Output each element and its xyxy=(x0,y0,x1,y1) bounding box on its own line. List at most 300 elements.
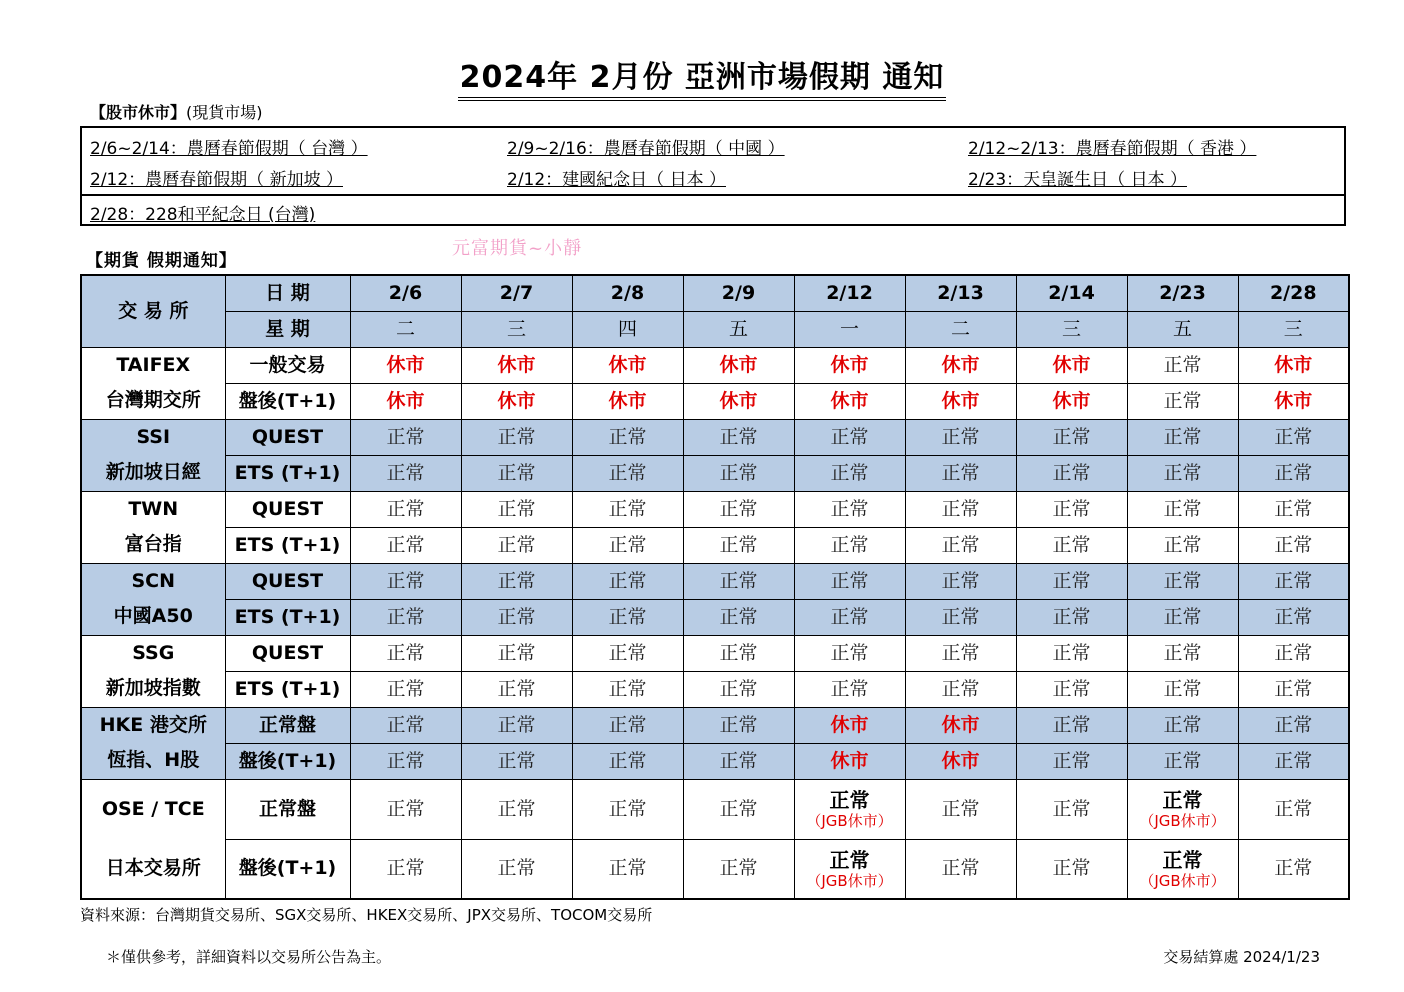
status-text: 正常 xyxy=(497,461,536,484)
status-cell xyxy=(1016,527,1127,563)
status-text: 休市 xyxy=(1052,389,1091,412)
status-text: 正常 xyxy=(608,857,647,880)
weekday-header: 四 xyxy=(572,311,683,347)
table-row xyxy=(81,347,1349,383)
weekday-header: 五 xyxy=(683,311,794,347)
status-cell xyxy=(1238,491,1349,527)
status-cell xyxy=(1016,455,1127,491)
status-text: 正常 xyxy=(1274,713,1313,736)
stock-holiday: 2/9~2/16：農曆春節假期（ 中國 ） xyxy=(507,139,785,159)
table-row xyxy=(81,491,1349,527)
status-cell xyxy=(572,839,683,899)
status-cell xyxy=(350,563,461,599)
status-cell xyxy=(683,419,794,455)
status-cell xyxy=(905,563,1016,599)
exchange-name: 富台指 xyxy=(81,527,225,563)
status-cell xyxy=(461,491,572,527)
status-text: 正常 xyxy=(941,641,980,664)
date-header: 2/28 xyxy=(1238,275,1349,311)
table-row xyxy=(81,707,1349,743)
date-header: 2/7 xyxy=(461,275,572,311)
stock-section-heading: 【股市休市】(現貨市場) xyxy=(90,103,263,122)
status-cell xyxy=(461,743,572,779)
status-text: 正常 xyxy=(386,605,425,628)
status-text: 正常 xyxy=(608,569,647,592)
status-cell xyxy=(350,635,461,671)
status-text: 正常 xyxy=(608,677,647,700)
status-cell xyxy=(1016,671,1127,707)
status-text: 休市 xyxy=(1274,353,1313,376)
status-cell xyxy=(794,599,905,635)
status-cell xyxy=(905,599,1016,635)
status-cell xyxy=(350,779,461,839)
stock-holiday: 2/6~2/14：農曆春節假期（ 台灣 ） xyxy=(90,139,368,159)
table-row xyxy=(81,419,1349,455)
weekday-header: 三 xyxy=(1238,311,1349,347)
status-cell xyxy=(572,599,683,635)
status-cell xyxy=(1127,383,1238,419)
status-cell xyxy=(350,455,461,491)
status-cell xyxy=(572,707,683,743)
status-cell xyxy=(572,779,683,839)
status-text: 休市 xyxy=(941,389,980,412)
status-cell xyxy=(1238,599,1349,635)
status-text: 休市 xyxy=(941,749,980,772)
status-note: （JGB休市） xyxy=(1139,871,1226,890)
status-text: 休市 xyxy=(1274,389,1313,412)
status-cell xyxy=(1016,599,1127,635)
status-text: 正常 xyxy=(497,749,536,772)
status-text: 正常 xyxy=(386,677,425,700)
status-text: 正常 xyxy=(1052,425,1091,448)
status-cell xyxy=(461,635,572,671)
status-text: 正常 xyxy=(608,461,647,484)
status-cell xyxy=(1016,383,1127,419)
status-cell xyxy=(683,347,794,383)
status-text: 正常 xyxy=(1274,797,1313,820)
status-text: 正常 xyxy=(608,713,647,736)
status-cell xyxy=(461,419,572,455)
date-header: 2/8 xyxy=(572,275,683,311)
watermark: 元富期貨~小靜 xyxy=(452,238,583,259)
status-text: 正常 xyxy=(608,497,647,520)
status-text: 正常 xyxy=(1052,461,1091,484)
status-text: 正常 xyxy=(1163,533,1202,556)
exchange-name: 新加坡指數 xyxy=(81,671,225,707)
status-cell xyxy=(572,455,683,491)
status-text: 正常 xyxy=(386,713,425,736)
status-cell xyxy=(1016,635,1127,671)
status-cell xyxy=(794,563,905,599)
status-text: 休市 xyxy=(830,389,869,412)
exchange-name: 恆指、H股 xyxy=(81,743,225,779)
status-text: 休市 xyxy=(497,389,536,412)
status-cell xyxy=(350,527,461,563)
status-cell xyxy=(905,671,1016,707)
status-cell xyxy=(1016,563,1127,599)
status-cell xyxy=(461,527,572,563)
status-text: 正常 xyxy=(941,497,980,520)
status-cell xyxy=(1238,839,1349,899)
status-text: 正常 xyxy=(941,461,980,484)
session-label: 盤後(T+1) xyxy=(225,383,350,419)
futures-section-heading: 【期貨 假期通知】 xyxy=(86,251,237,271)
status-text: 正常 xyxy=(386,641,425,664)
status-cell xyxy=(1127,599,1238,635)
status-text: 正常 xyxy=(497,569,536,592)
weekday-header: 三 xyxy=(461,311,572,347)
status-cell xyxy=(1127,671,1238,707)
status-text: 休市 xyxy=(830,749,869,772)
status-text: 正常 xyxy=(1052,605,1091,628)
status-cell xyxy=(1238,707,1349,743)
status-text: 休市 xyxy=(608,389,647,412)
department-date: 交易結算處 2024/1/23 xyxy=(1163,948,1320,966)
status-cell xyxy=(350,419,461,455)
status-text: 休市 xyxy=(497,353,536,376)
weekday-header: 二 xyxy=(350,311,461,347)
status-text: 正常 xyxy=(829,847,870,872)
page-title: 2024年 2月份 亞洲市場假期 通知 xyxy=(0,52,1404,96)
status-text: 正常 xyxy=(719,497,758,520)
status-text: 休市 xyxy=(830,713,869,736)
status-text: 休市 xyxy=(719,389,758,412)
status-text: 正常 xyxy=(1162,847,1203,872)
status-cell xyxy=(794,347,905,383)
status-cell xyxy=(572,491,683,527)
status-cell xyxy=(683,527,794,563)
status-text: 正常 xyxy=(719,641,758,664)
status-cell xyxy=(1127,527,1238,563)
status-cell xyxy=(1238,347,1349,383)
status-cell xyxy=(1016,779,1127,839)
status-text: 正常 xyxy=(1274,749,1313,772)
table-row xyxy=(81,563,1349,599)
session-label: QUEST xyxy=(225,491,350,527)
status-text: 正常 xyxy=(386,857,425,880)
status-cell xyxy=(905,707,1016,743)
exchange-name: HKE 港交所 xyxy=(81,707,225,743)
exchange-name: SSG xyxy=(81,635,225,671)
status-cell xyxy=(350,599,461,635)
status-cell xyxy=(905,347,1016,383)
status-text: 正常 xyxy=(1163,461,1202,484)
status-cell xyxy=(905,455,1016,491)
status-text: 正常 xyxy=(386,497,425,520)
status-cell xyxy=(683,743,794,779)
status-text: 正常 xyxy=(497,857,536,880)
status-text: 正常 xyxy=(608,605,647,628)
status-cell xyxy=(905,839,1016,899)
status-text: 正常 xyxy=(1163,605,1202,628)
status-text: 正常 xyxy=(1274,533,1313,556)
status-text: 休市 xyxy=(830,353,869,376)
status-cell xyxy=(572,743,683,779)
status-text: 正常 xyxy=(1163,425,1202,448)
status-text: 正常 xyxy=(1052,533,1091,556)
status-text: 正常 xyxy=(829,787,870,812)
status-text: 正常 xyxy=(941,797,980,820)
status-text: 正常 xyxy=(830,461,869,484)
status-text: 正常 xyxy=(941,425,980,448)
status-text: 正常 xyxy=(608,425,647,448)
status-text: 正常 xyxy=(830,425,869,448)
exchange-name: SSI xyxy=(81,419,225,455)
status-text: 正常 xyxy=(1162,787,1203,812)
session-label: QUEST xyxy=(225,419,350,455)
status-cell xyxy=(350,383,461,419)
status-cell xyxy=(350,743,461,779)
status-cell xyxy=(572,527,683,563)
status-cell xyxy=(572,383,683,419)
status-text: 正常 xyxy=(497,641,536,664)
status-text: 正常 xyxy=(497,425,536,448)
stock-holiday: 2/12~2/13：農曆春節假期（ 香港 ） xyxy=(968,139,1257,159)
status-cell xyxy=(350,491,461,527)
status-cell xyxy=(1127,839,1238,899)
status-text: 正常 xyxy=(1052,749,1091,772)
status-text: 正常 xyxy=(1163,497,1202,520)
status-cell xyxy=(683,599,794,635)
status-text: 正常 xyxy=(497,533,536,556)
status-text: 正常 xyxy=(1052,569,1091,592)
status-text: 正常 xyxy=(1274,677,1313,700)
status-note: （JGB休市） xyxy=(806,811,893,830)
stock-holidays-box xyxy=(80,126,1346,226)
status-cell xyxy=(794,635,905,671)
date-header: 2/9 xyxy=(683,275,794,311)
status-text: 正常 xyxy=(719,425,758,448)
status-text: 正常 xyxy=(497,497,536,520)
status-cell xyxy=(461,347,572,383)
futures-holiday-table xyxy=(80,274,1350,900)
status-text: 正常 xyxy=(608,749,647,772)
status-text: 正常 xyxy=(1163,713,1202,736)
status-text: 休市 xyxy=(386,389,425,412)
status-text: 正常 xyxy=(719,461,758,484)
status-cell xyxy=(1238,779,1349,839)
status-text: 正常 xyxy=(941,857,980,880)
status-cell xyxy=(461,383,572,419)
status-text: 正常 xyxy=(941,569,980,592)
status-text: 正常 xyxy=(386,569,425,592)
exchange-name: SCN xyxy=(81,563,225,599)
status-text: 休市 xyxy=(608,353,647,376)
status-text: 正常 xyxy=(1163,353,1202,376)
session-label: 盤後(T+1) xyxy=(225,743,350,779)
status-text: 正常 xyxy=(719,533,758,556)
table-row xyxy=(81,455,1349,491)
weekday-header: 二 xyxy=(905,311,1016,347)
status-cell xyxy=(1016,839,1127,899)
exchange-name: 台灣期交所 xyxy=(81,383,225,419)
status-cell xyxy=(572,671,683,707)
status-cell xyxy=(350,671,461,707)
status-text: 休市 xyxy=(719,353,758,376)
status-text: 正常 xyxy=(1163,677,1202,700)
status-text: 正常 xyxy=(1274,857,1313,880)
session-label: 一般交易 xyxy=(225,347,350,383)
status-cell xyxy=(1016,419,1127,455)
status-text: 休市 xyxy=(941,713,980,736)
status-cell xyxy=(905,743,1016,779)
status-cell xyxy=(1127,491,1238,527)
status-text: 休市 xyxy=(386,353,425,376)
status-text: 正常 xyxy=(719,713,758,736)
session-label: 正常盤 xyxy=(225,707,350,743)
status-text: 正常 xyxy=(497,713,536,736)
status-cell xyxy=(794,527,905,563)
status-text: 正常 xyxy=(719,569,758,592)
status-cell xyxy=(1127,743,1238,779)
status-cell xyxy=(1238,743,1349,779)
status-text: 正常 xyxy=(941,605,980,628)
status-cell xyxy=(683,671,794,707)
disclaimer: ＊僅供參考，詳細資料以交易所公告為主。 xyxy=(106,948,392,966)
status-cell xyxy=(1016,707,1127,743)
stock-holiday: 2/28：228和平紀念日 (台灣) xyxy=(90,205,316,225)
status-cell xyxy=(572,347,683,383)
table-row xyxy=(81,839,1349,899)
status-cell xyxy=(905,527,1016,563)
status-text: 正常 xyxy=(719,857,758,880)
status-text: 正常 xyxy=(719,797,758,820)
status-cell xyxy=(1016,491,1127,527)
status-text: 正常 xyxy=(1052,857,1091,880)
status-cell xyxy=(905,491,1016,527)
status-cell xyxy=(1127,347,1238,383)
table-row xyxy=(81,599,1349,635)
status-cell xyxy=(1127,563,1238,599)
status-text: 正常 xyxy=(497,797,536,820)
status-cell xyxy=(461,671,572,707)
status-cell xyxy=(683,383,794,419)
status-text: 正常 xyxy=(1163,749,1202,772)
weekday-label: 星 期 xyxy=(225,311,350,347)
session-label: QUEST xyxy=(225,563,350,599)
status-text: 正常 xyxy=(1274,605,1313,628)
session-label: 盤後(T+1) xyxy=(225,839,350,899)
date-header: 2/13 xyxy=(905,275,1016,311)
status-text: 正常 xyxy=(719,749,758,772)
exchange-name: 新加坡日經 xyxy=(81,455,225,491)
status-cell xyxy=(1238,455,1349,491)
status-cell xyxy=(1127,635,1238,671)
status-cell xyxy=(683,779,794,839)
status-cell xyxy=(794,743,905,779)
status-text: 正常 xyxy=(941,677,980,700)
table-row xyxy=(81,779,1349,839)
date-label: 日 期 xyxy=(225,275,350,311)
stock-holiday: 2/12：建國紀念日（ 日本 ） xyxy=(507,170,726,190)
status-text: 正常 xyxy=(608,641,647,664)
status-text: 正常 xyxy=(1052,677,1091,700)
status-text: 正常 xyxy=(1052,497,1091,520)
status-cell xyxy=(1238,419,1349,455)
status-text: 正常 xyxy=(1274,641,1313,664)
status-text: 正常 xyxy=(1274,569,1313,592)
date-header: 2/14 xyxy=(1016,275,1127,311)
session-label: 正常盤 xyxy=(225,779,350,839)
status-cell xyxy=(794,707,905,743)
status-cell xyxy=(683,455,794,491)
weekday-header: 三 xyxy=(1016,311,1127,347)
status-text: 正常 xyxy=(1163,569,1202,592)
exchange-name: TAIFEX xyxy=(81,347,225,383)
status-text: 正常 xyxy=(1052,797,1091,820)
status-text: 正常 xyxy=(386,425,425,448)
status-text: 正常 xyxy=(1274,497,1313,520)
date-header: 2/23 xyxy=(1127,275,1238,311)
status-cell xyxy=(1127,419,1238,455)
session-label: QUEST xyxy=(225,635,350,671)
status-cell xyxy=(1238,383,1349,419)
status-text: 正常 xyxy=(719,677,758,700)
weekday-header: 一 xyxy=(794,311,905,347)
status-cell xyxy=(1016,743,1127,779)
session-label: ETS (T+1) xyxy=(225,671,350,707)
status-cell xyxy=(461,599,572,635)
table-row xyxy=(81,743,1349,779)
status-cell xyxy=(794,419,905,455)
status-text: 正常 xyxy=(830,569,869,592)
data-source: 資料來源：台灣期貨交易所、SGX交易所、HKEX交易所、JPX交易所、TOCOM交易所 xyxy=(80,906,653,924)
status-text: 正常 xyxy=(608,533,647,556)
exchange-header: 交 易 所 xyxy=(81,275,225,347)
status-text: 休市 xyxy=(1052,353,1091,376)
status-cell xyxy=(683,563,794,599)
status-cell xyxy=(905,635,1016,671)
status-cell xyxy=(905,419,1016,455)
status-text: 正常 xyxy=(608,797,647,820)
table-row xyxy=(81,527,1349,563)
status-text: 正常 xyxy=(1052,641,1091,664)
status-text: 正常 xyxy=(386,461,425,484)
status-cell xyxy=(905,383,1016,419)
exchange-name: 中國A50 xyxy=(81,599,225,635)
status-text: 正常 xyxy=(386,749,425,772)
status-cell xyxy=(461,455,572,491)
status-cell xyxy=(683,839,794,899)
stock-holiday: 2/23：天皇誕生日（ 日本 ） xyxy=(968,170,1187,190)
status-cell xyxy=(683,491,794,527)
status-cell xyxy=(350,839,461,899)
status-text: 正常 xyxy=(1274,461,1313,484)
status-cell xyxy=(905,779,1016,839)
stock-holiday: 2/12：農曆春節假期（ 新加坡 ） xyxy=(90,170,343,190)
status-cell xyxy=(572,419,683,455)
status-text: 正常 xyxy=(1163,641,1202,664)
status-cell xyxy=(572,635,683,671)
status-text: 正常 xyxy=(830,605,869,628)
status-cell xyxy=(683,707,794,743)
date-header: 2/6 xyxy=(350,275,461,311)
status-cell xyxy=(1238,671,1349,707)
status-cell xyxy=(461,839,572,899)
date-header: 2/12 xyxy=(794,275,905,311)
weekday-header: 五 xyxy=(1127,311,1238,347)
status-text: 正常 xyxy=(497,605,536,628)
status-text: 正常 xyxy=(497,677,536,700)
status-text: 正常 xyxy=(830,677,869,700)
status-cell xyxy=(1238,635,1349,671)
status-text: 正常 xyxy=(830,497,869,520)
status-note: （JGB休市） xyxy=(806,871,893,890)
table-row xyxy=(81,383,1349,419)
status-cell xyxy=(1127,707,1238,743)
status-cell xyxy=(794,383,905,419)
status-cell xyxy=(794,779,905,839)
